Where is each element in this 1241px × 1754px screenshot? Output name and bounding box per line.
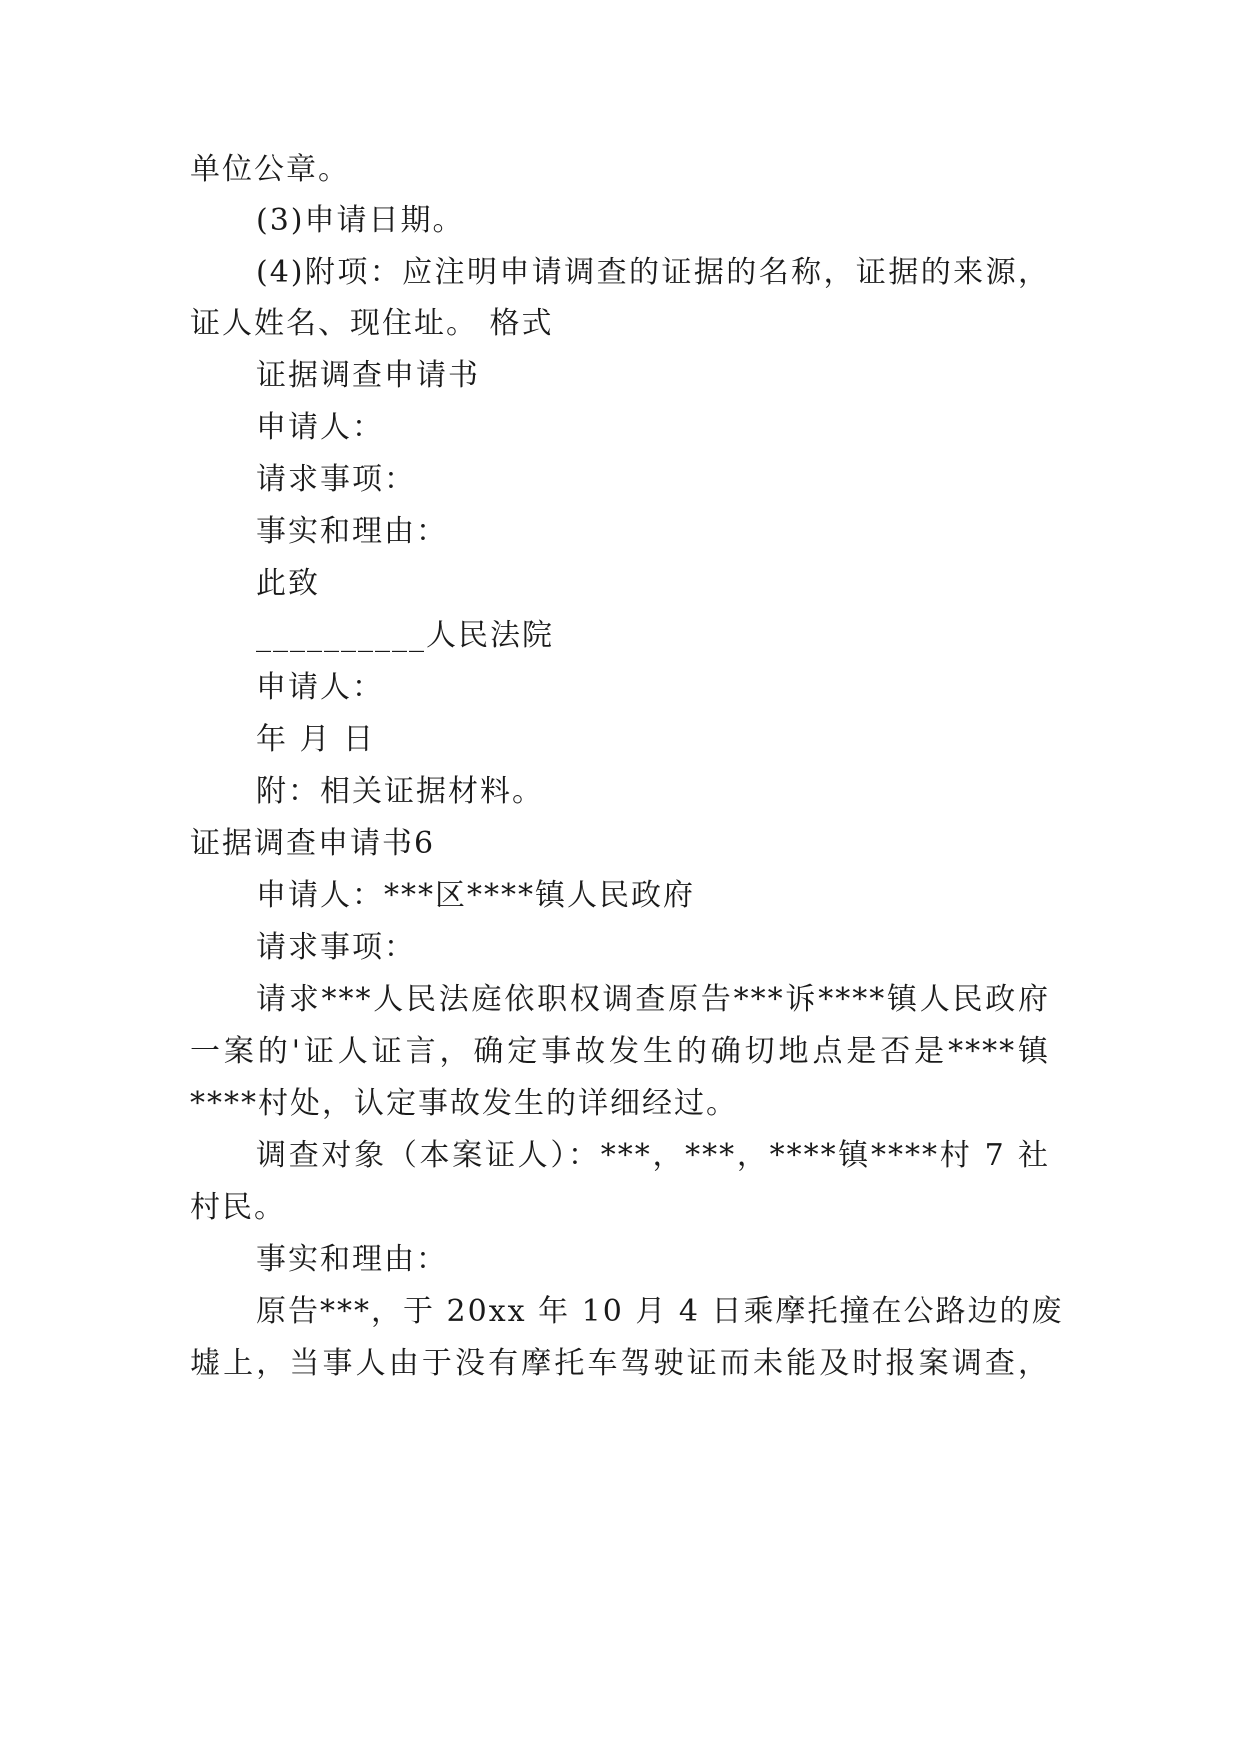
text-line-seal: 单位公章。	[190, 152, 350, 187]
form-facts-label: 事实和理由：	[256, 514, 448, 549]
investigation-target-line-1: 调查对象（本案证人）：***，***，****镇****村 7 社	[256, 1138, 1050, 1173]
section-heading: 证据调查申请书6	[190, 826, 436, 861]
form-court-line: __________人民法院	[256, 618, 554, 653]
form-signature-label: 申请人：	[256, 670, 384, 705]
request-body-line-3: ****村处，认定事故发生的详细经过。	[190, 1086, 738, 1121]
investigation-target-line-2: 村民。	[190, 1190, 286, 1225]
facts-label: 事实和理由：	[256, 1242, 448, 1277]
text-line-witness-format: 证人姓名、现住址。 格式	[190, 306, 554, 341]
request-body-line-2: 一案的'证人证言，确定事故发生的确切地点是否是****镇	[190, 1034, 1050, 1069]
request-body-line-1: 请求***人民法庭依职权调查原告***诉****镇人民政府	[256, 982, 1050, 1017]
applicant-line: 申请人：***区****镇人民政府	[256, 878, 695, 913]
form-applicant-label: 申请人：	[256, 410, 384, 445]
form-date-line: 年 月 日	[256, 722, 376, 757]
request-label: 请求事项：	[256, 930, 416, 965]
facts-body-line-1: 原告***，于 20xx 年 10 月 4 日乘摩托撞在公路边的废	[256, 1294, 1064, 1329]
text-line-application-date: (3)申请日期。	[256, 203, 465, 238]
form-title: 证据调查申请书	[256, 358, 480, 393]
text-line-attachment-note: (4)附项：应注明申请调查的证据的名称，证据的来源，	[256, 255, 1050, 290]
facts-body-line-2: 墟上，当事人由于没有摩托车驾驶证而未能及时报案调查，	[190, 1346, 1050, 1381]
form-request-label: 请求事项：	[256, 462, 416, 497]
form-salutation: 此致	[256, 566, 320, 601]
form-attachment-line: 附：相关证据材料。	[256, 774, 544, 809]
